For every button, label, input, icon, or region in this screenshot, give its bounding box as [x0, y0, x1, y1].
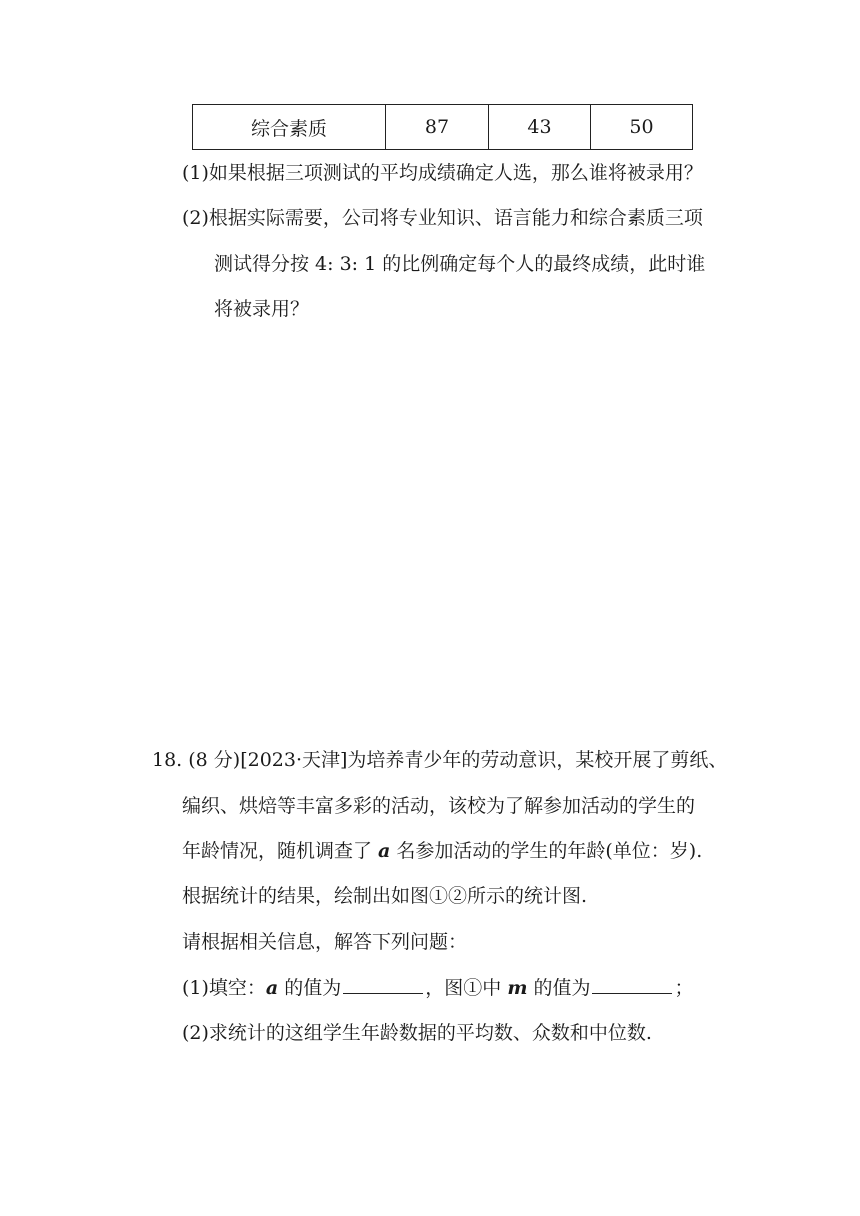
q18-sub1-pre: (1)填空：	[182, 977, 266, 999]
q18-line4: 根据统计的结果，绘制出如图①②所示的统计图.	[182, 885, 588, 907]
q18-sub2: (2)求统计的这组学生年龄数据的平均数、众数和中位数.	[182, 1022, 652, 1044]
variable-a: a	[265, 977, 279, 999]
q18-line2: 编织、烘焙等丰富多彩的活动，该校为了解参加活动的学生的	[182, 795, 696, 817]
q18-sub1-mid2: ，图①中	[425, 977, 508, 999]
table-cell: 综合素质	[193, 105, 386, 150]
q17-sub2-line3: 将被录用？	[214, 298, 310, 320]
q18-line5: 请根据相关信息，解答下列问题：	[182, 931, 468, 953]
score-table	[192, 104, 693, 150]
answer-blank-m[interactable]	[592, 975, 672, 994]
q18-line3	[182, 839, 702, 863]
q18-sub1-end: ；	[674, 977, 694, 999]
q18-line3-pre: 年龄情况，随机调查了	[182, 840, 379, 862]
q18-sub1-mid3: 的值为	[527, 977, 591, 999]
table-cell: 43	[489, 105, 591, 150]
q17-sub1: (1)如果根据三项测试的平均成绩确定人选，那么谁将被录用？	[182, 162, 703, 184]
q18-sub1	[182, 975, 694, 1000]
q17-sub2-line1: (2)根据实际需要，公司将专业知识、语言能力和综合素质三项	[182, 207, 703, 229]
q18-sub1-mid1: 的值为	[278, 977, 342, 999]
q18-line1: 18. (8 分)[2023·天津]为培养青少年的劳动意识，某校开展了剪纸、	[152, 749, 728, 771]
answer-blank-a[interactable]	[343, 975, 423, 994]
variable-a: a	[378, 840, 391, 862]
table-cell: 50	[591, 105, 693, 150]
variable-m: m	[507, 977, 528, 999]
table-row	[193, 105, 693, 150]
q17-sub2-line2: 测试得分按 4: 3: 1 的比例确定每个人的最终成绩，此时谁	[214, 253, 706, 275]
table-cell: 87	[386, 105, 489, 150]
q18-line3-post: 名参加活动的学生的年龄(单位：岁).	[390, 840, 703, 862]
